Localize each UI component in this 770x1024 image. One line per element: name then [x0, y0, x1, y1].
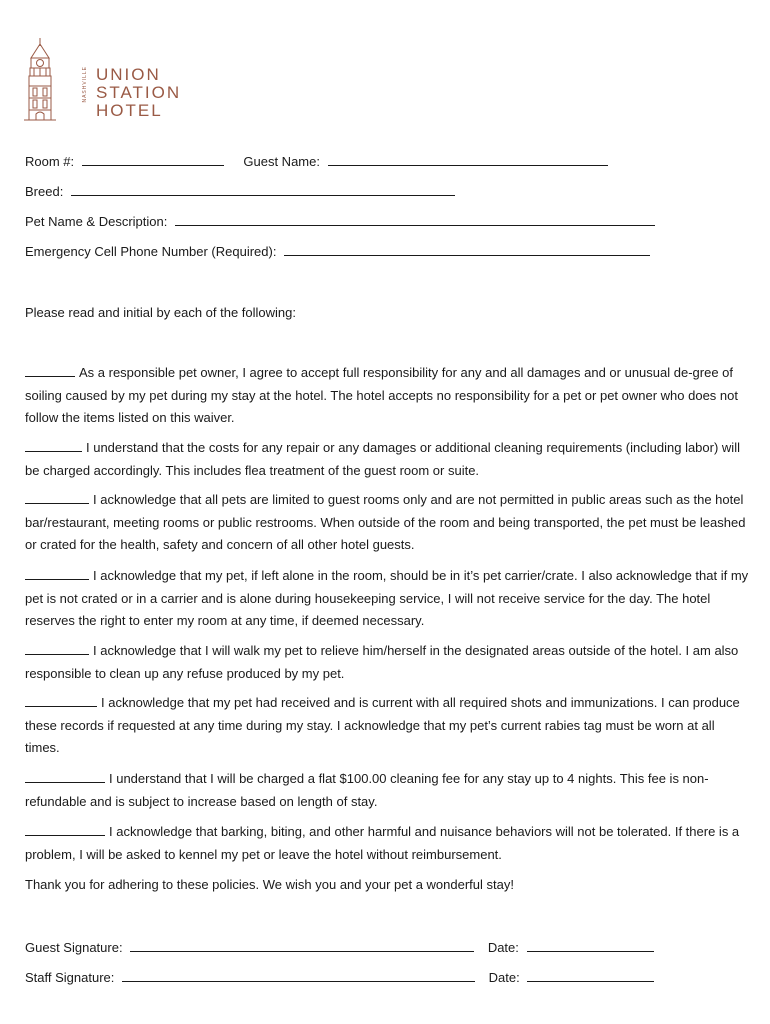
hotel-logo: [22, 36, 182, 126]
waiver-item-2: [25, 437, 750, 482]
waiver-item-1: [25, 362, 750, 430]
waiver-item-text: I acknowledge that my pet, if left alone in the room, should be in it’s pet carrier/crate. I also acknowledge that if my pet is not crated or in a carrier and is alone during housekeeping service, I will not receive service for the day. The hotel reserves the right to enter my room at any time, if deemed necessary.: [25, 568, 749, 628]
waiver-item-text: I understand that I will be charged a flat $100.00 cleaning fee for any stay up to 4 nights. This fee is non-refundable and is subject to increase based on length of stay.: [25, 771, 709, 809]
staff-date-field[interactable]: [527, 970, 654, 982]
closing-text: Thank you for adhering to these policies. We wish you and your pet a wonderful stay!: [25, 877, 514, 892]
waiver-item-text: I acknowledge that my pet had received and is current with all required shots and immunizations. I can produce these records if requested at any time during my stay. I acknowledge that my pet’s current rabies tag must be worn at all times.: [25, 695, 740, 755]
waiver-item-text: I understand that the costs for any repair or any damages or additional cleaning requirements (including labor) will be charged accordingly. This includes flea treatment of the guest room or suite.: [25, 440, 740, 478]
guest-signature-field[interactable]: [130, 940, 474, 952]
initial-field-2[interactable]: [25, 439, 82, 452]
waiver-item-8: [25, 821, 750, 866]
waiver-item-3: [25, 489, 750, 557]
logo-word-hotel: HOTEL: [96, 101, 163, 120]
room-field[interactable]: [82, 154, 224, 166]
initial-field-5[interactable]: [25, 642, 89, 655]
guest-name-field[interactable]: [328, 154, 608, 166]
waiver-item-6: [25, 692, 750, 760]
initial-field-6[interactable]: [25, 694, 97, 707]
staff-signature-row: [25, 970, 654, 984]
waiver-item-7: [25, 768, 750, 813]
waiver-item-4: [25, 565, 750, 633]
logo-vertical-text: NASHVILLE: [82, 66, 88, 103]
pet-name-field[interactable]: [175, 214, 655, 226]
logo-word-union: UNION: [96, 65, 161, 84]
initial-field-4[interactable]: [25, 567, 89, 580]
pet-name-label: Pet Name & Description:: [25, 214, 168, 229]
waiver-item-text: As a responsible pet owner, I agree to accept full responsibility for any and all damages and or unusual de-gree of soiling caused by my pet during my stay at the hotel. The hotel accepts no responsibility for a pet or pet owner who does not follow the items listed on this waiver.: [25, 365, 738, 425]
emergency-field[interactable]: [284, 244, 650, 256]
breed-row: [25, 184, 455, 198]
logo-word-station: STATION: [96, 83, 182, 102]
emergency-label: Emergency Cell Phone Number (Required):: [25, 244, 277, 259]
initial-field-8[interactable]: [25, 823, 105, 836]
waiver-item-text: I acknowledge that all pets are limited to guest rooms only and are not permitted in public areas such as the hotel bar/restaurant, meeting rooms or public restrooms. When outside of the room and being transported, the pet must be leashed or crated for the health, safety and concern of all other hotel guests.: [25, 492, 746, 552]
guest-date-field[interactable]: [527, 940, 654, 952]
guest-signature-label: Guest Signature:: [25, 940, 123, 955]
waiver-item-5: [25, 640, 750, 685]
waiver-item-text: I acknowledge that barking, biting, and other harmful and nuisance behaviors will not be tolerated. If there is a problem, I will be asked to kennel my pet or leave the hotel without reimbursement.: [25, 824, 740, 862]
clock-tower-icon: [22, 36, 80, 124]
waiver-item-text: I acknowledge that I will walk my pet to relieve him/herself in the designated areas outside of the hotel. I am also responsible to clean up any refuse produced by my pet.: [25, 643, 739, 681]
emergency-row: [25, 244, 650, 258]
initial-field-3[interactable]: [25, 491, 89, 504]
pet-name-row: [25, 214, 655, 228]
instructions-text: Please read and initial by each of the following:: [25, 305, 297, 320]
breed-label: Breed:: [25, 184, 64, 199]
breed-field[interactable]: [71, 184, 455, 196]
guest-signature-row: [25, 940, 654, 954]
staff-signature-field[interactable]: [122, 970, 475, 982]
room-label: Room #:: [25, 154, 75, 169]
room-guest-row: [25, 154, 608, 168]
initial-field-7[interactable]: [25, 770, 105, 783]
initial-field-1[interactable]: [25, 364, 75, 377]
guest-name-label: Guest Name:: [243, 154, 320, 169]
date-label-2: Date:: [488, 970, 520, 985]
date-label-1: Date:: [487, 940, 519, 955]
staff-signature-label: Staff Signature:: [25, 970, 115, 985]
